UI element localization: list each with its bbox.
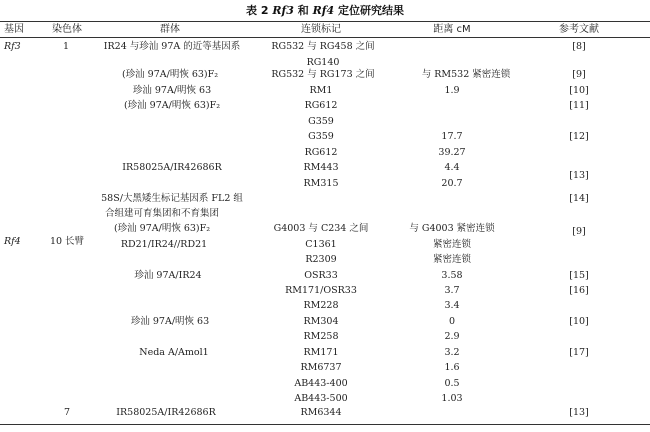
marker-cell: RM228 xyxy=(303,300,339,311)
reference-cell: [16] xyxy=(569,285,589,296)
chromosome-cell: 10 长臂 xyxy=(49,236,85,247)
distance-cell: 3.58 xyxy=(441,270,463,281)
reference-cell: [12] xyxy=(569,131,589,142)
population-cell: (珍汕 97A/明恢 63)F₂ xyxy=(113,223,211,234)
distance-cell: 1.6 xyxy=(444,362,460,373)
marker-cell: RM171/OSR33 xyxy=(285,285,357,296)
marker-cell: RM171 xyxy=(303,347,339,358)
gene-cell: Rf4 xyxy=(4,236,21,247)
marker-cell: G4003 与 C234 之间 xyxy=(273,223,369,234)
marker-cell: G359 xyxy=(308,131,334,142)
reference-cell: [11] xyxy=(569,100,589,111)
reference-cell: [10] xyxy=(569,316,589,327)
distance-cell: 3.4 xyxy=(444,300,460,311)
distance-cell: 0.5 xyxy=(444,378,460,389)
marker-cell: RG140 xyxy=(306,57,340,68)
bottom-rule xyxy=(0,424,650,425)
distance-cell: 17.7 xyxy=(441,131,463,142)
population-cell: 合组建可育集团和不育集团 xyxy=(104,208,220,219)
reference-cell: [15] xyxy=(569,270,589,281)
table-title xyxy=(0,2,650,18)
title-gene-rf3: Rf3 xyxy=(272,4,294,17)
reference-cell: [14] xyxy=(569,193,589,204)
population-cell: (珍汕 97A/明恢 63)F₂ xyxy=(123,100,221,111)
header-rule xyxy=(0,37,650,38)
distance-cell: 3.2 xyxy=(444,347,460,358)
marker-cell: RM443 xyxy=(303,162,339,173)
marker-cell: RM6737 xyxy=(300,362,342,373)
distance-cell: 与 RM532 紧密连锁 xyxy=(421,69,511,80)
marker-cell: AB443-500 xyxy=(294,393,348,404)
marker-cell: OSR33 xyxy=(304,270,338,281)
marker-cell: RM6344 xyxy=(300,407,342,418)
marker-cell: RG532 与 RG458 之间 xyxy=(271,41,375,52)
reference-cell: [9] xyxy=(572,226,586,237)
population-cell: RD21/IR24//RD21 xyxy=(120,239,208,250)
top-rule xyxy=(0,21,650,22)
distance-cell: 0 xyxy=(448,316,456,327)
title-prefix: 表 2 xyxy=(246,4,269,17)
marker-cell: AB443-400 xyxy=(294,378,348,389)
population-cell: IR58025A/IR42686R xyxy=(116,407,216,418)
header-chromosome: 染色体 xyxy=(52,24,82,35)
marker-cell: RM315 xyxy=(303,178,339,189)
marker-cell: G359 xyxy=(308,116,334,127)
distance-cell: 与 G4003 紧密连锁 xyxy=(409,223,495,234)
reference-cell: [8] xyxy=(572,41,586,52)
distance-cell: 紧密连锁 xyxy=(432,239,472,250)
title-and: 和 xyxy=(297,4,309,17)
distance-cell: 4.4 xyxy=(444,162,460,173)
marker-cell: RG612 xyxy=(304,147,338,158)
population-cell: 珍汕 97A/IR24 xyxy=(134,270,202,281)
marker-cell: RM258 xyxy=(303,331,339,342)
distance-cell: 1.03 xyxy=(441,393,463,404)
distance-cell: 紧密连锁 xyxy=(432,254,472,265)
title-suffix: 定位研究结果 xyxy=(337,4,404,17)
marker-cell: RM1 xyxy=(309,85,333,96)
chromosome-cell: 1 xyxy=(62,41,70,52)
gene-cell: Rf3 xyxy=(4,41,21,52)
marker-cell: RG532 与 RG173 之间 xyxy=(271,69,375,80)
population-cell: IR58025A/IR42686R xyxy=(122,162,222,173)
population-cell: IR24 与珍汕 97A 的近等基因系 xyxy=(103,41,241,52)
population-cell: 58S/大黑矮生标记基因系 FL2 组 xyxy=(101,193,243,204)
population-cell: 珍汕 97A/明恢 63 xyxy=(132,85,212,96)
header-marker: 连锁标记 xyxy=(301,24,341,35)
reference-cell: [13] xyxy=(569,407,589,418)
population-cell: 珍汕 97A/明恢 63 xyxy=(130,316,210,327)
marker-cell: R2309 xyxy=(305,254,337,265)
reference-cell: [10] xyxy=(569,85,589,96)
title-gene-rf4: Rf4 xyxy=(312,4,335,17)
population-cell: Neda A/Amol1 xyxy=(139,347,209,358)
reference-cell: [13] xyxy=(569,170,589,181)
header-population: 群体 xyxy=(160,24,180,35)
population-cell: (珍汕 97A/明恢 63)F₂ xyxy=(121,69,219,80)
distance-cell: 39.27 xyxy=(438,147,466,158)
chromosome-cell: 7 xyxy=(63,407,71,418)
marker-cell: RM304 xyxy=(303,316,339,327)
marker-cell: C1361 xyxy=(305,239,337,250)
reference-cell: [9] xyxy=(572,69,586,80)
reference-cell: [17] xyxy=(569,347,589,358)
marker-cell: RG612 xyxy=(304,100,338,111)
distance-cell: 1.9 xyxy=(444,85,460,96)
header-reference: 参考文献 xyxy=(559,24,599,35)
header-distance: 距离 cM xyxy=(433,24,471,35)
distance-cell: 3.7 xyxy=(444,285,460,296)
distance-cell: 20.7 xyxy=(441,178,463,189)
distance-cell: 2.9 xyxy=(444,331,460,342)
header-gene: 基因 xyxy=(4,24,24,35)
